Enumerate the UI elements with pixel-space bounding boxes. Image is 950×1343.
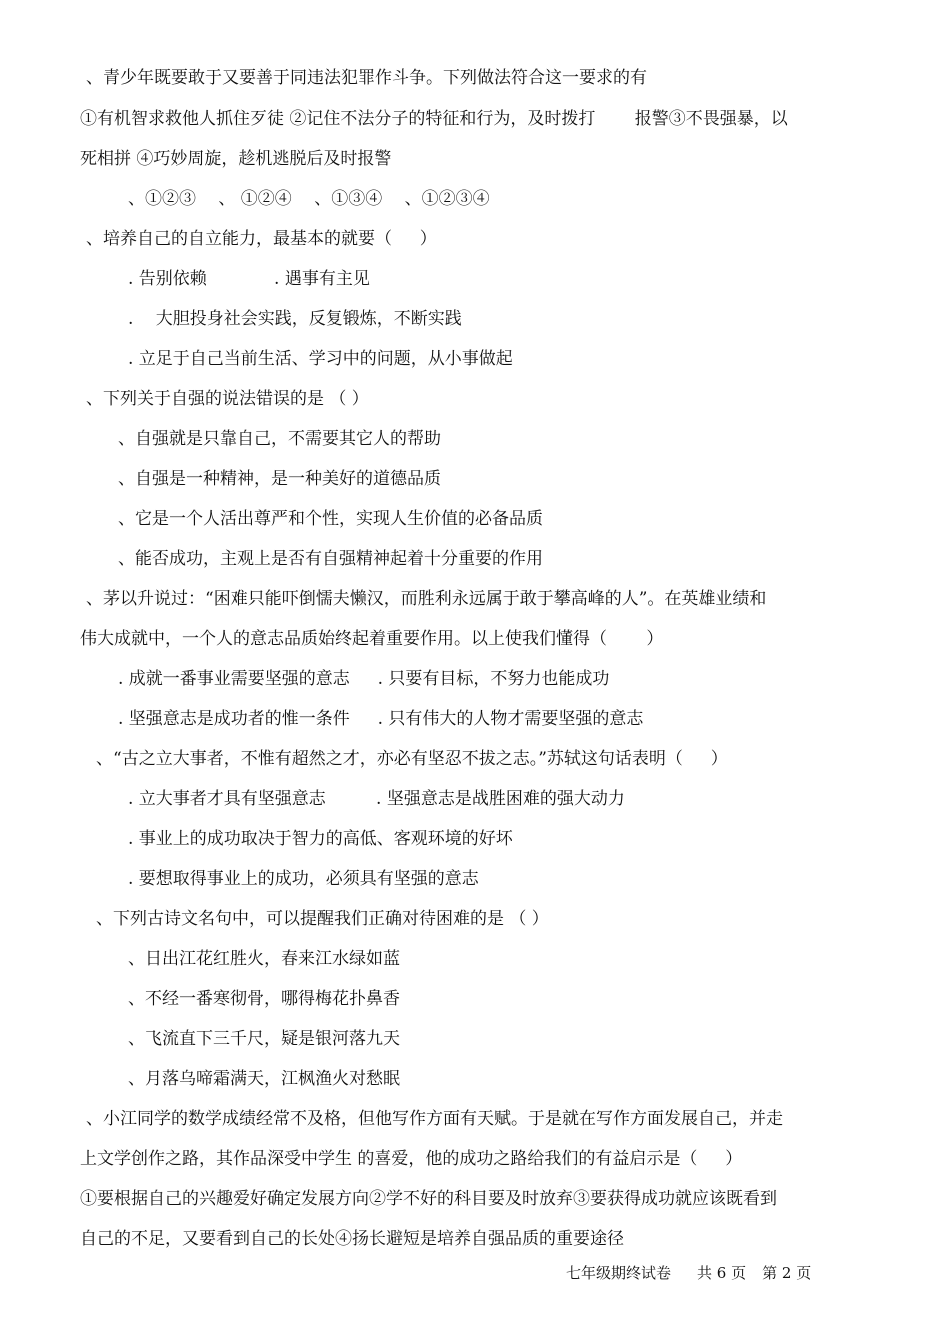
question-stem: 、茅以升说过：“困难只能吓倒懦夫懒汉，而胜利永远属于敢于攀高峰的人”。在英雄业绩和 [86,589,767,609]
answer-option: 、自强是一种精神，是一种美好的道德品质 [118,469,441,489]
answer-option: . 坚强意志是成功者的惟一条件 . 只有伟大的人物才需要坚强的意志 [118,709,644,729]
question-statements: ①要根据自己的兴趣爱好确定发展方向②学不好的科目要及时放弃③要获得成功就应该既看到 [80,1189,777,1209]
question-stem: 、下列古诗文名句中，可以提醒我们正确对待困难的是 （ ） [96,909,549,929]
answer-option: 、日出江花红胜火，春来江水绿如蓝 [128,949,400,969]
question-statements: 自己的不足，又要看到自己的长处④扬长避短是培养自强品质的重要途径 [80,1229,624,1249]
answer-option: . 告别依赖 . 遇事有主见 [128,269,370,289]
question-statements: 死相拼 ④巧妙周旋，趁机逃脱后及时报警 [80,149,392,169]
total-pages: 共 6 页 [697,1264,747,1282]
answer-option: 、不经一番寒彻骨，哪得梅花扑鼻香 [128,989,400,1009]
page-footer [566,1263,811,1283]
answer-option: . 事业上的成功取决于智力的高低、客观环境的好坏 [128,829,513,849]
answer-option: . 立足于自己当前生活、学习中的问题，从小事做起 [128,349,513,369]
answer-option: 、飞流直下三千尺，疑是银河落九天 [128,1029,400,1049]
answer-option: 、月落乌啼霜满天，江枫渔火对愁眠 [128,1069,400,1089]
question-stem: 、小江同学的数学成绩经常不及格，但他写作方面有天赋。于是就在写作方面发展自己，并走 [86,1109,783,1129]
answer-option: . 要想取得事业上的成功，必须具有坚强的意志 [128,869,479,889]
question-stem: 、青少年既要敢于又要善于同违法犯罪作斗争。下列做法符合这一要求的有 [86,68,647,88]
question-stem: 上文学创作之路，其作品深受中学生 的喜爱，他的成功之路给我们的有益启示是（ ） [80,1149,743,1169]
answer-options: 、①②③ 、 ①②④ 、①③④ 、①②③④ [128,189,490,209]
answer-option: 、能否成功，主观上是否有自强精神起着十分重要的作用 [118,549,543,569]
question-statements: ①有机智求救他人抓住歹徒 ②记住不法分子的特征和行为，及时拨打 报警③不畏强暴，以 [80,109,788,129]
exam-name: 七年级期终试卷 [566,1264,672,1282]
answer-option: 、自强就是只靠自己，不需要其它人的帮助 [118,429,441,449]
answer-option: 、它是一个人活出尊严和个性，实现人生价值的必备品质 [118,509,543,529]
question-stem: 、培养自己的自立能力，最基本的就要（ ） [86,229,437,249]
current-page: 第 2 页 [762,1264,812,1282]
question-stem: 伟大成就中，一个人的意志品质始终起着重要作用。以上使我们懂得（ ） [80,629,664,649]
question-stem: 、“古之立大事者，不惟有超然之才，亦必有坚忍不拔之志。”苏轼这句话表明（ ） [96,749,728,769]
question-stem: 、下列关于自强的说法错误的是 （ ） [86,389,369,409]
answer-option: . 立大事者才具有坚强意志 . 坚强意志是战胜困难的强大动力 [128,789,625,809]
answer-option: . 大胆投身社会实践，反复锻炼，不断实践 [128,309,462,329]
answer-option: . 成就一番事业需要坚强的意志 . 只要有目标，不努力也能成功 [118,669,610,689]
